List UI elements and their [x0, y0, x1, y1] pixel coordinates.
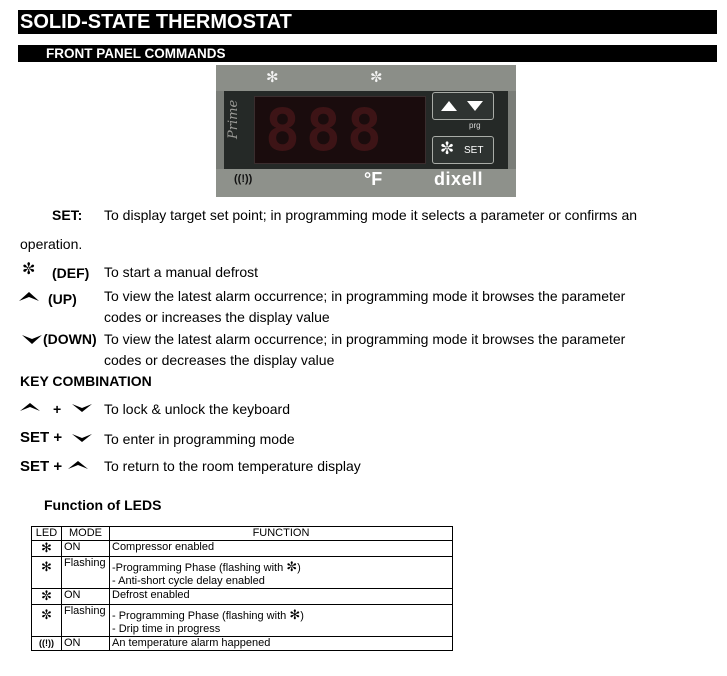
mode-cell: ON: [62, 589, 110, 605]
panel-top-strip: [216, 65, 516, 91]
up-description-cont: codes or increases the display value: [104, 309, 330, 325]
up-key-name: (UP): [48, 291, 77, 307]
section-title: FRONT PANEL COMMANDS: [46, 46, 226, 61]
column-header-function: FUNCTION: [110, 527, 453, 541]
brand-logo: dixell: [434, 169, 484, 189]
function-text-second: - Anti-short cycle delay enabled: [112, 575, 265, 587]
snowflake-icon: ✻: [41, 559, 52, 574]
defrost-key-icon: ✼: [440, 139, 455, 158]
thermostat-front-panel: [216, 65, 516, 197]
led-function-table: [31, 526, 453, 651]
function-cell: An temperature alarm happened: [110, 637, 453, 651]
mode-cell: Flashing: [62, 605, 110, 637]
compressor-led-icon: ✻: [266, 69, 279, 86]
set-description-cont: operation.: [20, 236, 83, 252]
display-digits: 888: [265, 96, 388, 164]
up-arrow-icon: [68, 461, 88, 470]
up-description: To view the latest alarm occurrence; in programming mode it browses the parameter: [104, 288, 626, 304]
down-arrow-icon: [72, 404, 92, 413]
table-header-row: [32, 527, 453, 541]
function-text-second: - Drip time in progress: [112, 623, 221, 635]
mode-cell: Flashing: [62, 557, 110, 589]
down-arrow-icon: [22, 335, 42, 345]
defrost-icon: ✼: [41, 607, 52, 622]
up-down-key[interactable]: [432, 92, 494, 120]
key-combination-heading: KEY COMBINATION: [20, 373, 152, 389]
alarm-led-icon: ((!)): [234, 173, 253, 185]
programming-mode-description: To enter in programming mode: [104, 431, 295, 447]
function-text-end: ): [300, 610, 304, 622]
set-key-label: SET: [464, 145, 484, 156]
up-arrow-icon: [19, 292, 39, 302]
up-down-arrows-icon: [441, 99, 485, 113]
brand-script: Prime: [226, 99, 241, 139]
down-description-cont: codes or decreases the display value: [104, 352, 335, 368]
column-header-mode: MODE: [62, 527, 110, 541]
column-header-led: LED: [32, 527, 62, 541]
page-title: SOLID-STATE THERMOSTAT: [20, 11, 292, 33]
up-arrow-icon: [20, 403, 40, 412]
title-bar: [18, 10, 717, 34]
down-key-name: (DOWN): [43, 331, 97, 347]
function-text-end: ): [297, 562, 301, 574]
function-cell: [110, 605, 453, 637]
mode-cell: ON: [62, 637, 110, 651]
table-row: [32, 605, 453, 637]
table-row: [32, 541, 453, 557]
function-text: - Programming Phase (flashing with: [112, 610, 287, 622]
set-description: To display target set point; in programming mode it selects a parameter or confirms an: [104, 207, 638, 223]
leds-heading: Function of LEDS: [44, 497, 162, 513]
function-cell: Compressor enabled: [110, 541, 453, 557]
led-display: [254, 96, 426, 164]
table-row: [32, 637, 453, 651]
down-arrow-icon: [72, 434, 92, 443]
room-temp-description: To return to the room temperature display: [104, 458, 361, 474]
mode-cell: ON: [62, 541, 110, 557]
defrost-icon: ✼: [22, 261, 36, 278]
set-key-name: SET:: [52, 207, 83, 223]
unit-label: °F: [364, 169, 383, 189]
table-row: [32, 589, 453, 605]
subtitle-bar: [18, 45, 717, 62]
def-description: To start a manual defrost: [104, 264, 259, 280]
defrost-icon: ✼: [41, 588, 52, 603]
function-cell: [110, 557, 453, 589]
combo-plus: +: [53, 401, 62, 417]
alarm-icon: ((!)): [39, 638, 54, 648]
def-key-name: (DEF): [52, 265, 90, 281]
lock-keyboard-description: To lock & unlock the keyboard: [104, 401, 290, 417]
down-description: To view the latest alarm occurrence; in programming mode it browses the parameter: [104, 331, 626, 347]
function-text: -Programming Phase (flashing with: [112, 562, 284, 574]
defrost-led-icon: ✼: [370, 69, 383, 86]
combo-set-plus: SET +: [20, 458, 63, 475]
set-defrost-key[interactable]: [432, 136, 494, 164]
function-cell: Defrost enabled: [110, 589, 453, 605]
snowflake-icon: ✻: [41, 540, 52, 555]
combo-set-plus: SET +: [20, 429, 63, 446]
prg-label: prg: [469, 121, 481, 130]
table-row: [32, 557, 453, 589]
snowflake-icon: ✻: [289, 607, 301, 622]
defrost-icon: ✼: [286, 559, 298, 574]
